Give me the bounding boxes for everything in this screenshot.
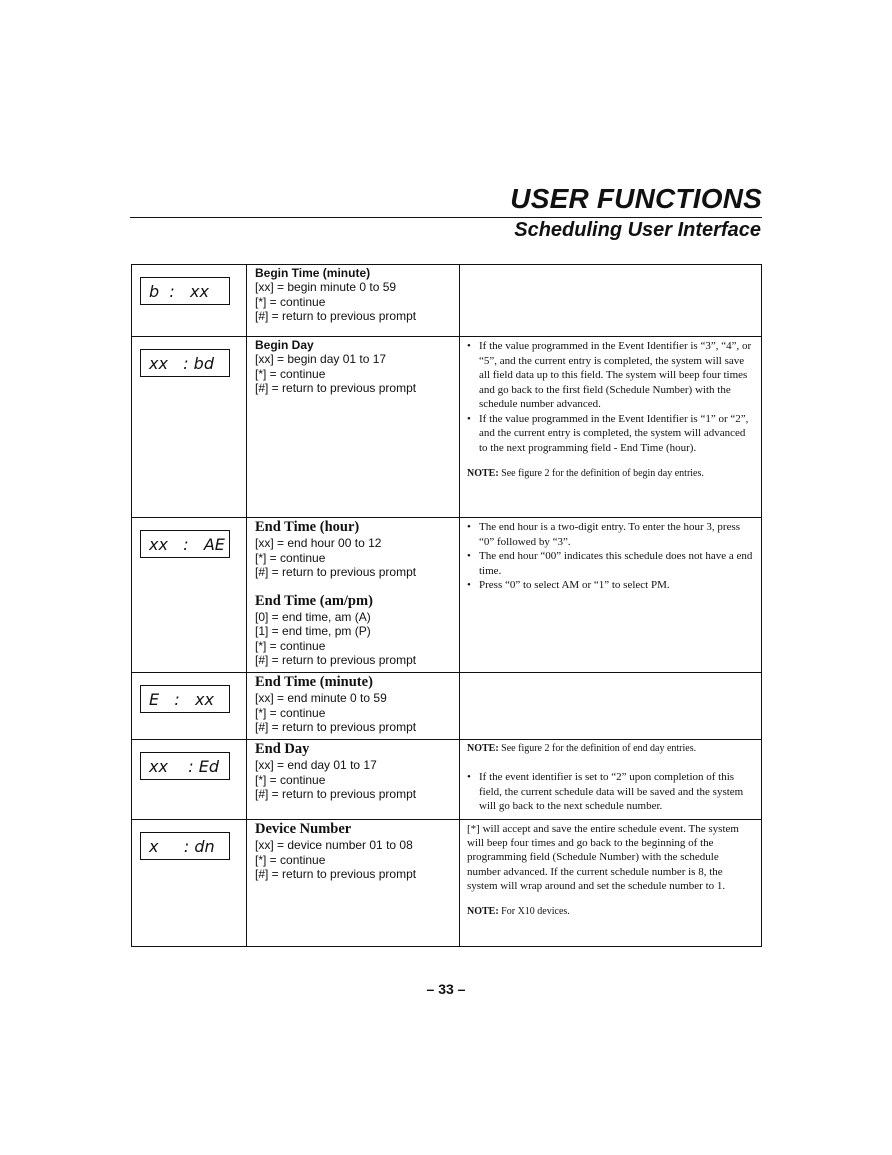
field-heading: Begin Time (minute) [255, 266, 371, 280]
field-option: [*] = continue [255, 852, 326, 867]
field-heading: End Day [255, 741, 310, 757]
note-label: NOTE: [467, 906, 499, 918]
field-heading: Begin Day [255, 338, 314, 352]
note [467, 742, 755, 756]
title-rule [130, 217, 762, 218]
table-row [132, 673, 762, 740]
page-subtitle: Scheduling User Interface [514, 219, 761, 241]
field-option: [*] = continue [255, 550, 326, 565]
field-heading: End Time (hour) [255, 519, 360, 535]
field-option: [#] = return to previous prompt [255, 309, 417, 323]
lcd-display: E : xx [140, 685, 230, 713]
lcd-display: xx : Ed [140, 752, 230, 780]
field-heading: Device Number [255, 821, 352, 837]
field-option: [*] = continue [255, 366, 326, 381]
field-option: [xx] = device number 01 to 08 [255, 838, 413, 852]
lcd-display: b : xx [140, 277, 230, 305]
field-option: [#] = return to previous prompt [255, 381, 417, 395]
table-row [132, 740, 762, 820]
lcd-display: xx : AE [140, 530, 230, 558]
table-row [132, 820, 762, 947]
field-option: [#] = return to previous prompt [255, 653, 417, 667]
note-bullet: • The end hour is a two-digit entry. To enter the hour 3, press “0” followed by “3”. [467, 520, 755, 549]
field-option: [*] = continue [255, 772, 326, 787]
field-option: [xx] = end minute 0 to 59 [255, 691, 387, 705]
field-option: [0] = end time, am (A) [255, 609, 371, 624]
note-bullet: • The end hour “00” indicates this schedule does not have a end time. [467, 549, 755, 578]
field-option: [xx] = begin minute 0 to 59 [255, 280, 397, 294]
page-number: – 33 – [426, 981, 466, 997]
notes-list [467, 520, 755, 593]
programming-table [131, 264, 762, 947]
lcd-display: x : dn [140, 832, 230, 860]
note-bullet: • If the value programmed in the Event Identifier is “1” or “2”, and the current entry is completed, the system will advanced to the next programming field - End Time (hour). [467, 412, 755, 456]
table-row [132, 265, 762, 337]
table-row [132, 518, 762, 673]
field-option: [#] = return to previous prompt [255, 720, 417, 734]
note [467, 467, 755, 481]
table-row [132, 337, 762, 518]
field-option: [xx] = end hour 00 to 12 [255, 536, 382, 550]
field-option: [*] = continue [255, 294, 326, 309]
note-bullet: • If the event identifier is set to “2” upon completion of this field, the current schedule data will be saved and the system will go back to the next schedule number. [467, 770, 755, 814]
lcd-display: xx : bd [140, 349, 230, 377]
field-option: [#] = return to previous prompt [255, 787, 417, 801]
note-text: See figure 2 for the definition of begin day entries. [501, 468, 704, 479]
field-option: [1] = end time, pm (P) [255, 624, 371, 638]
note-text: For X10 devices. [501, 906, 570, 918]
note-label: NOTE: [467, 743, 499, 754]
note [467, 905, 755, 919]
field-option: [#] = return to previous prompt [255, 867, 417, 881]
field-option: [*] = continue [255, 705, 326, 720]
field-option: [#] = return to previous prompt [255, 565, 417, 579]
page-title: USER FUNCTIONS [510, 183, 762, 214]
notes-list [467, 339, 755, 455]
note-bullet: • Press “0” to select AM or “1” to select PM. [467, 578, 755, 593]
field-heading: End Time (minute) [255, 674, 373, 690]
description: [*] will accept and save the entire schedule event. The system will beep four times and go back to the beginning of the programming field (Schedule Number) with the schedule number advanced. If the current schedule number is 8, the system will wrap around and set the schedule number to 1. [467, 823, 739, 892]
note-text: See figure 2 for the definition of end day entries. [501, 743, 697, 754]
field-option: [xx] = begin day 01 to 17 [255, 352, 387, 366]
field-option: [xx] = end day 01 to 17 [255, 758, 377, 772]
field-heading: End Time (am/pm) [255, 592, 373, 609]
field-option: [*] = continue [255, 638, 326, 653]
note-label: NOTE: [467, 468, 499, 479]
notes-list [467, 770, 755, 814]
note-bullet: • If the value programmed in the Event Identifier is “3”, “4”, or “5”, and the current entry is completed, the system will save all field data up to this field. The system will beep four times and go back to the first field (Schedule Number) with the schedule number advanced. [467, 339, 755, 412]
